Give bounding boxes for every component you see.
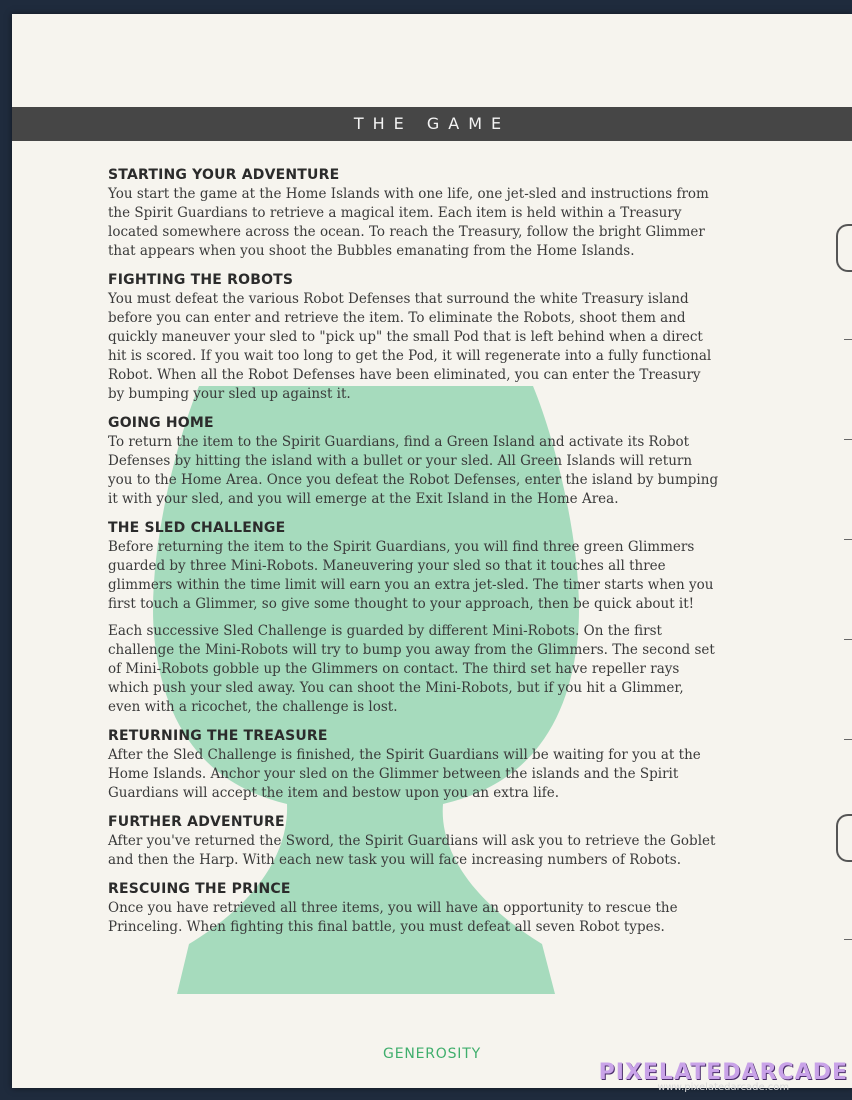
edge-tick [844,939,852,940]
edge-tick [844,339,852,340]
manual-page [12,14,852,1088]
section-heading: THE SLED CHALLENGE [108,520,286,536]
section-heading: FURTHER ADVENTURE [108,814,285,830]
edge-tick [844,739,852,740]
edge-tick [844,639,852,640]
section-fighting-robots [108,271,720,404]
section-paragraph: Once you have retrieved all three items, you will have an opportunity to rescue the Princeling. When fighting this final battle, you must defeat all seven Robot types. [108,900,678,935]
section-further-adventure [108,813,720,870]
section-starting-adventure [108,166,720,261]
section-going-home [108,414,720,509]
section-paragraph: To return the item to the Spirit Guardians, find a Green Island and activate its Robot Defenses by hitting the island with a bullet or your sled. All Green Islands will return you to the Home Area. Once you defeat the Robot Defenses, enter the island by bumping it with your sled, and you will emerge at the Exit Island in the Home Area. [108,434,719,507]
section-returning-treasure [108,727,720,803]
section-rescuing-prince [108,880,720,937]
section-heading: RETURNING THE TREASURE [108,728,328,744]
watermark-url: www.pixelatedarcade.com [657,1082,790,1093]
section-paragraph: After you've returned the Sword, the Spirit Guardians will ask you to retrieve the Goblet and then the Harp. With each new task you will face increasing numbers of Robots. [108,833,716,868]
goblet-caption: GENEROSITY [383,1046,481,1062]
section-paragraph: Each successive Sled Challenge is guarded by different Mini-Robots. On the first challenge the Mini-Robots will try to bump you away from the Glimmers. The second set of Mini-Robots gobble up the Glimmers on contact. The third set have repeller rays which push your sled away. You can shoot the Mini-Robots, but if you hit a Glimmer, even with a ricochet, the challenge is lost. [108,623,715,715]
page-banner: THE GAME [12,107,852,141]
content-column [108,166,720,947]
section-heading: STARTING YOUR ADVENTURE [108,167,340,183]
section-heading: RESCUING THE PRINCE [108,881,291,897]
section-paragraph: You start the game at the Home Islands with one life, one jet-sled and instructions from the Spirit Guardians to retrieve a magical item. Each item is held within a Treasury located somewhere across the ocean. To reach the Treasury, follow the bright Glimmer that appears when you shoot the Bubbles emanating from the Home Islands. [108,186,709,259]
section-sled-challenge [108,519,720,717]
section-heading: GOING HOME [108,415,214,431]
watermark [599,1060,848,1093]
edge-tick [844,439,852,440]
binder-ring-icon [836,224,852,272]
edge-tick [844,539,852,540]
section-paragraph: Before returning the item to the Spirit Guardians, you will find three green Glimmers guarded by three Mini-Robots. Maneuvering your sled so that it touches all three glimmers within the time limit will earn you an extra jet-sled. The timer starts when you first touch a Glimmer, so give some thought to your approach, then be quick about it! [108,539,714,612]
binder-ring-icon [836,814,852,862]
section-paragraph: You must defeat the various Robot Defenses that surround the white Treasury island before you can enter and retrieve the item. To eliminate the Robots, shoot them and quickly maneuver your sled to "pick up" the small Pod that is left behind when a direct hit is scored. If you wait too long to get the Pod, it will regenerate into a fully functional Robot. When all the Robot Defenses have been eliminated, you can enter the Treasury by bumping your sled up against it. [108,291,712,402]
watermark-title: PIXELATEDARCADE [598,1060,848,1085]
section-heading: FIGHTING THE ROBOTS [108,272,294,288]
section-paragraph: After the Sled Challenge is finished, the Spirit Guardians will be waiting for you at the Home Islands. Anchor your sled on the Glimmer between the islands and the Spirit Guardians will accept the item and bestow upon you an extra life. [108,747,701,801]
